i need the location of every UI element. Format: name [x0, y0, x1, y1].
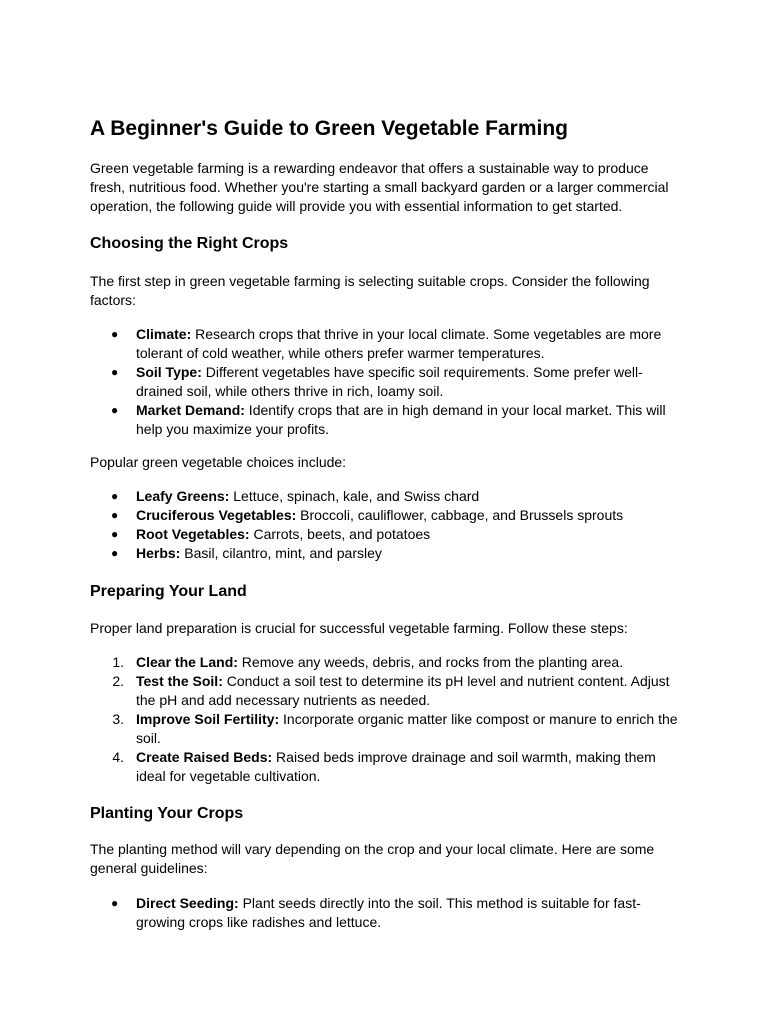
bullet-icon: ●	[111, 508, 119, 522]
item-text: Incorporate organic matter like compost or manure to enrich the soil.	[136, 711, 678, 746]
bullet-icon: ●	[111, 327, 119, 341]
land-intro: Proper land preparation is crucial for successful vegetable farming. Follow these steps:	[90, 620, 628, 636]
bullet-icon: ●	[111, 403, 119, 417]
step-number: 1.	[112, 654, 124, 670]
item-text: Basil, cilantro, mint, and parsley	[180, 545, 382, 561]
list-item	[90, 748, 680, 786]
item-term: Direct Seeding:	[136, 895, 239, 911]
crops-intro: The first step in green vegetable farming is selecting suitable crops. Consider the following factors:	[90, 273, 650, 308]
list-item	[90, 325, 680, 363]
guidelines-list	[90, 894, 680, 932]
item-text: Conduct a soil test to determine its pH level and nutrient content. Adjust the pH and add necessary nutrients as needed.	[136, 673, 670, 708]
bullet-icon: ●	[111, 546, 119, 560]
choices-intro: Popular green vegetable choices include:	[90, 454, 347, 470]
item-term: Create Raised Beds:	[136, 749, 273, 765]
item-text: Identify crops that are in high demand in your local market. This will help you maximize your profits.	[136, 402, 666, 437]
list-item	[90, 506, 680, 525]
crops-heading: Choosing the Right Crops	[90, 235, 289, 252]
item-text: Raised beds improve drainage and soil warmth, making them ideal for vegetable cultivation.	[136, 749, 656, 784]
planting-intro: The planting method will vary depending on the crop and your local climate. Here are some general guidelines:	[90, 841, 655, 876]
item-term: Climate:	[136, 326, 192, 342]
intro-paragraph: Green vegetable farming is a rewarding endeavor that offers a sustainable way to produce fresh, nutritious food. Whether you're starting a small backyard garden or a larger commercial operation, the following guide will provide you with essential information to get started.	[90, 160, 669, 214]
item-term: Cruciferous Vegetables:	[136, 507, 297, 523]
list-item	[90, 710, 680, 748]
item-text: Lettuce, spinach, kale, and Swiss chard	[229, 488, 480, 504]
item-term: Market Demand:	[136, 402, 245, 418]
list-item	[90, 401, 680, 439]
step-number: 2.	[112, 673, 124, 689]
item-term: Test the Soil:	[136, 673, 223, 689]
list-item	[90, 544, 680, 563]
list-item	[90, 525, 680, 544]
bullet-icon: ●	[111, 527, 119, 541]
list-item	[90, 363, 680, 401]
item-text: Carrots, beets, and potatoes	[249, 526, 431, 542]
bullet-icon: ●	[111, 365, 119, 379]
list-item	[90, 487, 680, 506]
step-number: 4.	[112, 749, 124, 765]
item-term: Root Vegetables:	[136, 526, 250, 542]
item-text: Research crops that thrive in your local climate. Some vegetables are more tolerant of cold weather, while others prefer warmer temperatures.	[136, 326, 662, 361]
land-heading: Preparing Your Land	[90, 583, 247, 600]
list-item	[90, 653, 680, 672]
bullet-icon: ●	[111, 489, 119, 503]
item-text: Broccoli, cauliflower, cabbage, and Brussels sprouts	[296, 507, 624, 523]
bullet-icon: ●	[111, 896, 119, 910]
steps-list	[90, 653, 680, 786]
item-text: Plant seeds directly into the soil. This method is suitable for fast-growing crops like radishes and lettuce.	[136, 895, 641, 930]
step-number: 3.	[112, 711, 124, 727]
item-term: Clear the Land:	[136, 654, 238, 670]
item-term: Soil Type:	[136, 364, 202, 380]
list-item	[90, 672, 680, 710]
item-text: Different vegetables have specific soil requirements. Some prefer well-drained soil, while others thrive in rich, loamy soil.	[136, 364, 643, 399]
planting-heading: Planting Your Crops	[90, 805, 244, 822]
item-text: Remove any weeds, debris, and rocks from the planting area.	[237, 654, 624, 670]
factors-list	[90, 325, 680, 439]
list-item	[90, 894, 680, 932]
choices-list	[90, 487, 680, 563]
item-term: Leafy Greens:	[136, 488, 230, 504]
item-term: Improve Soil Fertility:	[136, 711, 280, 727]
page-title: A Beginner's Guide to Green Vegetable Farming	[90, 117, 568, 140]
item-term: Herbs:	[136, 545, 181, 561]
